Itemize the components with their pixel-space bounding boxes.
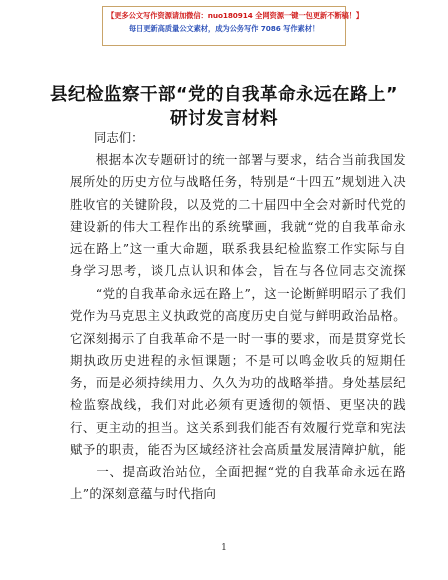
promo-line-1: 【更多公文写作资源请加微信：nuo180914 全网资源一键一包更新不断稿！】 <box>107 11 364 20</box>
greeting: 同志们： <box>94 130 144 145</box>
paragraph-2: “党的自我革命永远在路上”，这一论断鲜明昭示了我们党作为马克思主义执政党的高度历史自觉与鲜明政治品格。它深刻揭示了自我革命不是一时一事的要求，而是贯穿党长期执政历史进程的永恒课题；不是可以鸣金收兵的短期任务，而是必须持续用力、久久为功的战略举措。身处基层纪检监察战线，我们对此必须有更透彻的领悟、更坚决的践行、更主动的担当。这关系到我们能否有效履行党章和宪法赋予的职责，能否为区域经济社会高质量发展清障护航，能 <box>70 286 406 458</box>
promo-line-2: 每日更新高质量公文素材，成为公务写作 7086 写作素材！ <box>128 24 320 33</box>
promo-banner <box>102 6 364 46</box>
paragraph-1: 根据本次专题研讨的统一部署与要求，结合当前我国发展所处的历史方位与战略任务，特别是“十四五”规划进入决胜收官的关键阶段，以及党的二十届四中全会对新时代党的建设新的伟大工程作出的系统擘画，我就“党的自我革命永远在路上”这一重大命题，联系我县纪检监察工作实际与自身学习思考，谈几点认识和体会，旨在与各位同志交流探 <box>70 152 406 279</box>
document-title-line-1: 县纪检监察干部“党的自我革命永远在路上” <box>49 85 398 105</box>
section-heading-1: 一、提高政治站位，全面把握“党的自我革命永远在路上”的深刻意蕴与时代指向 <box>70 464 406 502</box>
document-title-line-2: 研讨发言材料 <box>170 109 278 129</box>
page-number: 1 <box>221 543 227 553</box>
